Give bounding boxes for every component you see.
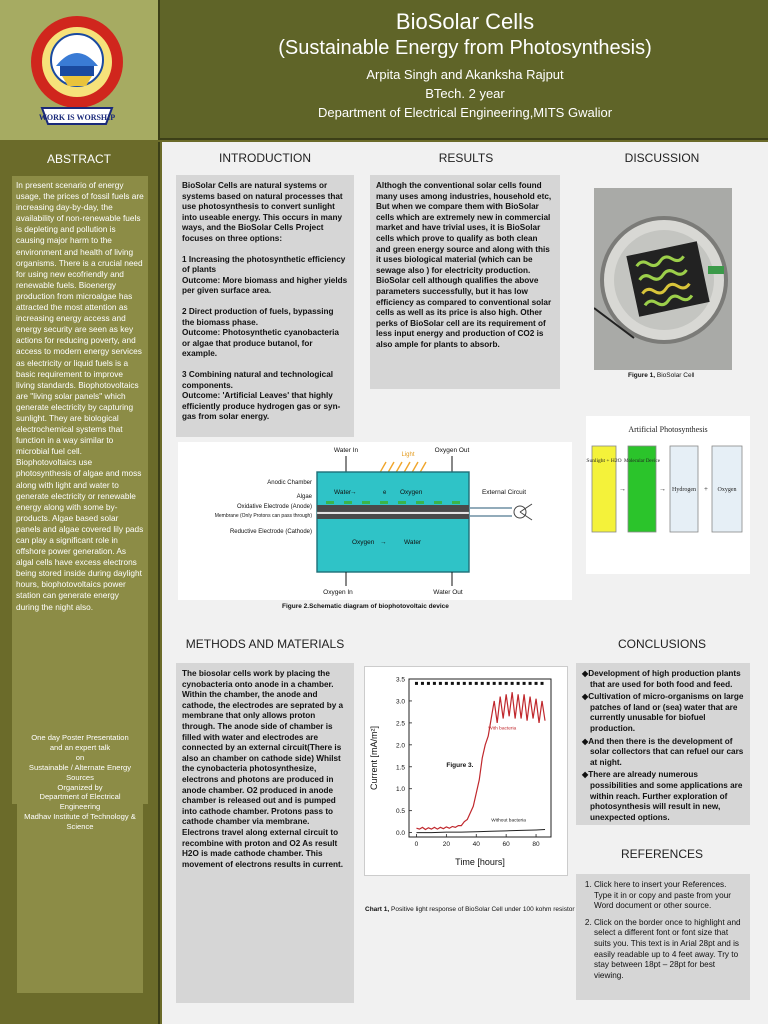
current-chart-svg xyxy=(365,667,569,877)
label-reductive: Reductive Electrode (Cathode) xyxy=(229,529,312,535)
bullet-icon: ◆ xyxy=(582,669,589,678)
event-line: Department of Electrical Engineering xyxy=(39,792,121,812)
series-label: With bacteria xyxy=(488,726,517,732)
conclusion-item xyxy=(582,669,744,690)
logo-motto: WORK IS WORSHIP xyxy=(38,113,116,122)
conclusions-list xyxy=(582,669,744,823)
reference-marker xyxy=(511,682,514,685)
intro-outcome: Outcome: 'Artificial Leaves' that highly efficiently produce hydrogen gas or syn-gas from solar energy. xyxy=(182,391,341,422)
x-tick-label: 60 xyxy=(502,841,510,848)
oxygen-label: Oxygen xyxy=(717,487,737,493)
abstract-text: In present scenario of energy usage, the prices of fossil fuels are increasing day-by-day, the availability of non-renewable fuels is depleting and pollution is causing major harm to the environment and health of living organisms. There is a crucial need for using new ecofriendly and renewable fuels. Bioenergy production from microalgae has attracted the most attention as increasing energy access and energy security are seen as key actions for reducing poverty, and access to modern energy services as electricity or liquid fuels is a basic requirement to improve living standards. Biophotovoltaics are "living solar panels" which generate electricity by capturing sunlight. They are biological electrochemical systems that function in a way similar to microbial fuel cell. Biophotovoltaics use photosynthesis of algae and moss along with light and water to generate electricity or renewable energy along with some by-products. Algae based solar panels and algae covered lily pads can play a significant role in offshore power generation. As algal cells have excess electrons being stored inside during daylight hours, biophotovoltaics power station can generate energy during the night also. xyxy=(12,176,148,804)
event-line: One day Poster Presentation xyxy=(31,733,129,742)
intro-item: 3 Combining natural and technological components. xyxy=(182,369,334,390)
event-line: Organized by xyxy=(57,782,103,792)
x-tick-label: 20 xyxy=(442,841,450,848)
y-tick-label: 2.0 xyxy=(395,742,405,750)
title-block xyxy=(162,8,768,122)
oxygen-to-water-arrow: → xyxy=(380,539,387,546)
anode-electrode xyxy=(317,505,469,512)
poster-subtitle: (Sustainable Energy from Photosynthesis) xyxy=(278,37,652,59)
reference-marker xyxy=(517,682,520,685)
results-box: Althogh the conventional solar cells found many uses among industries, household etc, But when we compare them with BioSolar cells which are extremely new in commercial market and have trivial uses, it is BioSolar cells which prove to qualify as both clean and green energy source and along with this it uses biological material (which can be sewage also ) for electricity production. BioSolar cell although qualifies the above parameters successfully, but it has low efficiency as compared to conventional solar cells as well as its price is also high. Other perks of BioSolar cell are its requirement of less input energy and production of CO2 is also ample for plants to absorb. xyxy=(370,175,560,389)
reference-marker xyxy=(481,682,484,685)
reference-marker xyxy=(535,682,538,685)
introduction-box xyxy=(176,175,354,437)
biosolar-cell-photo xyxy=(594,188,732,370)
figure1-caption-label: Figure 1, xyxy=(628,372,656,379)
reference-marker xyxy=(541,682,544,685)
conclusion-item xyxy=(582,692,744,734)
bullet-icon: ◆ xyxy=(582,770,589,780)
y-tick-label: 0.5 xyxy=(395,808,405,816)
references-list xyxy=(582,880,744,981)
intro-paragraph: BioSolar Cells are natural systems or systems based on natural processes that use photosynthesis to convert sunlight into useable energy. This occurs in many ways, and the BioSolar Cells Project focuses on three options: xyxy=(182,181,343,243)
event-line: Madhav Institute of Technology & Science xyxy=(24,812,136,832)
conclusion-item xyxy=(582,737,744,769)
results-heading: RESULTS xyxy=(438,151,494,165)
intro-outcome: Outcome: Photosynthetic cyanobacteria or algae that produce butanol, for example. xyxy=(182,328,339,359)
y-tick-label: 1.5 xyxy=(395,764,405,772)
x-tick-label: 80 xyxy=(532,841,540,848)
methods-box: The biosolar cells work by placing the cynobacteria onto anode in a chamber. Within the chamber, the anode and cathode, the electrodes are seprated by a membrane that only allows proton through. The anode side of chamber is filled with water and electrodes are connected by an external circuit(There is also an chamber on cathode side) Whilst the cynobacteria photosynthesize, electrons and photons are produced in anode chamber. O2 produced in anode chamber is released out and is pumped into cathode chamber. Protons pass to cathode chamber via membrane. Electrons travel along external circuit to recombine with proton and O2 As result H2O is made cathode chamber. This movement of electrons results in current. xyxy=(176,663,354,1003)
event-info-box xyxy=(17,729,143,993)
event-line: on xyxy=(75,752,85,762)
reference-marker xyxy=(469,682,472,685)
y-tick-label: 0.0 xyxy=(395,830,405,838)
reference-marker xyxy=(463,682,466,685)
bullet-icon: ◆ xyxy=(582,692,589,702)
plus-sign: + xyxy=(704,485,708,493)
arrow-1: → xyxy=(619,485,626,493)
series-label: Without bacteria xyxy=(491,818,526,824)
chart-caption xyxy=(365,906,575,913)
reference-marker xyxy=(427,682,430,685)
label-external-circuit: External Circuit xyxy=(481,489,527,496)
event-line: Sustainable / Alternate Energy Sources xyxy=(28,762,132,782)
label-anodic: Anodic Chamber xyxy=(267,480,312,486)
label-oxygen-arrow: Oxygen xyxy=(400,489,423,496)
poster-title: BioSolar Cells xyxy=(395,9,535,34)
department: Department of Electrical Engineering,MITS Gwalior xyxy=(317,105,613,120)
intro-item: 1 Increasing the photosynthetic efficiency of plants xyxy=(182,254,346,275)
artificial-title: Artificial Photosynthesis xyxy=(628,425,708,434)
water-to-oxygen-arrow: → xyxy=(350,489,357,496)
methods-heading: METHODS AND MATERIALS xyxy=(185,637,345,651)
bullet-icon: ◆ xyxy=(582,736,589,746)
references-heading: REFERENCES xyxy=(620,847,703,861)
institute-logo xyxy=(0,0,160,140)
figure2-caption: Figure 2.Schematic diagram of biophotovoltaic device xyxy=(282,603,449,610)
label-water-out: Water Out xyxy=(433,589,463,596)
event-line: and an expert talk xyxy=(49,742,111,752)
label-electrons: e xyxy=(383,490,387,496)
y-tick-label: 2.5 xyxy=(395,720,405,728)
reference-marker xyxy=(433,682,436,685)
x-tick-label: 0 xyxy=(414,841,419,848)
conclusions-heading: CONCLUSIONS xyxy=(617,637,706,651)
device-chamber xyxy=(317,472,469,572)
label-oxygen-out: Oxygen Out xyxy=(434,447,470,454)
label-oxygen-in: Oxygen In xyxy=(323,589,353,596)
label-membrane: Membrane (Only Protons can pass through) xyxy=(214,513,312,519)
membrane xyxy=(317,512,469,514)
y-tick-label: 3.5 xyxy=(395,676,405,684)
reference-marker xyxy=(475,682,478,685)
course: BTech. 2 year xyxy=(425,86,505,101)
current-chart xyxy=(364,666,568,876)
introduction-heading: INTRODUCTION xyxy=(219,151,311,165)
figure1-caption-text: BioSolar Cell xyxy=(656,372,695,379)
label-algae: Algae xyxy=(296,494,312,500)
y-tick-label: 3.0 xyxy=(395,698,405,706)
conclusion-text: Development of high production plants that are used for both food and feed. xyxy=(588,669,741,689)
hydrogen-label: Hydrogen xyxy=(672,487,696,493)
y-tick-label: 1.0 xyxy=(395,786,405,794)
reference-marker xyxy=(493,682,496,685)
series-without-bacteria xyxy=(416,830,545,833)
reference-marker xyxy=(499,682,502,685)
reference-marker xyxy=(457,682,460,685)
reference-item: 1. Click here to insert your References. Type it in or copy and paste from your Word document or other source. xyxy=(594,880,744,912)
x-axis-label: Time [hours] xyxy=(455,857,505,867)
series-with-bacteria xyxy=(416,692,545,829)
poster-header xyxy=(0,0,768,140)
reference-marker xyxy=(415,682,418,685)
conclusion-item xyxy=(582,770,744,823)
reference-marker xyxy=(487,682,490,685)
reference-marker xyxy=(451,682,454,685)
y-axis-label: Current [mA/m²] xyxy=(369,725,379,791)
biophotovoltaic-diagram xyxy=(178,442,572,600)
molecular-label: Molecular Device xyxy=(624,459,660,464)
chart-annotation: Figure 3. xyxy=(446,761,474,769)
reference-item: 2. Click on the border once to highlight and select a different font or font size that suits you. This text is in Arial 28pt and is easily readable up to 4 feet away. Try to stay between 18pt – 28pt for best viewing. xyxy=(594,918,744,982)
x-tick-label: 40 xyxy=(472,841,480,848)
intro-item: 2 Direct production of fuels, bypassing the biomass phase. xyxy=(182,306,334,327)
figure1-caption xyxy=(628,372,694,379)
arrow-2: → xyxy=(659,485,666,493)
label-oxygen-lower: Oxygen xyxy=(352,539,375,546)
logo-cell xyxy=(0,0,160,140)
chart-caption-label: Chart 1, xyxy=(365,906,390,913)
intro-outcome: Outcome: More biomass and higher yields per given surface area. xyxy=(182,275,348,296)
reference-marker xyxy=(523,682,526,685)
reference-marker xyxy=(421,682,424,685)
abstract-heading: ABSTRACT xyxy=(46,152,111,166)
label-water-in: Water In xyxy=(333,447,359,454)
sidebar xyxy=(0,142,160,1024)
conclusion-text: There are already numerous possibilities and some applications are within reach. Further exploration of photosynthesis will result in new, unexpected options. xyxy=(588,770,743,822)
conclusion-text: Cultivation of micro-organisms on large patches of land or (sea) water that are currently unusable for biofuel production. xyxy=(588,692,744,733)
reference-marker xyxy=(445,682,448,685)
label-water-lower: Water xyxy=(404,539,422,546)
authors: Arpita Singh and Akanksha Rajput xyxy=(366,67,564,82)
conclusion-text: And then there is the development of solar collectors that can refuel our cars at night. xyxy=(588,736,744,767)
main-panel xyxy=(162,142,768,1024)
reference-marker xyxy=(505,682,508,685)
reference-marker xyxy=(439,682,442,685)
artificial-photosynthesis-figure xyxy=(586,416,750,574)
sunlight-label: Sunlight + H2O xyxy=(586,458,622,464)
label-light: Light xyxy=(401,452,415,458)
cathode-electrode xyxy=(317,514,469,519)
chart-caption-text: Positive light response of BioSolar Cell under 100 kohm resistor xyxy=(391,906,575,913)
biosolar-cell-illustration xyxy=(594,188,732,370)
references-box xyxy=(576,874,750,1000)
label-oxidative: Oxidative Electrode (Anode) xyxy=(236,504,312,510)
reference-marker xyxy=(529,682,532,685)
label-water-arrow: Water xyxy=(334,489,352,496)
conclusions-box xyxy=(576,663,750,825)
discussion-heading: DISCUSSION xyxy=(624,151,700,165)
